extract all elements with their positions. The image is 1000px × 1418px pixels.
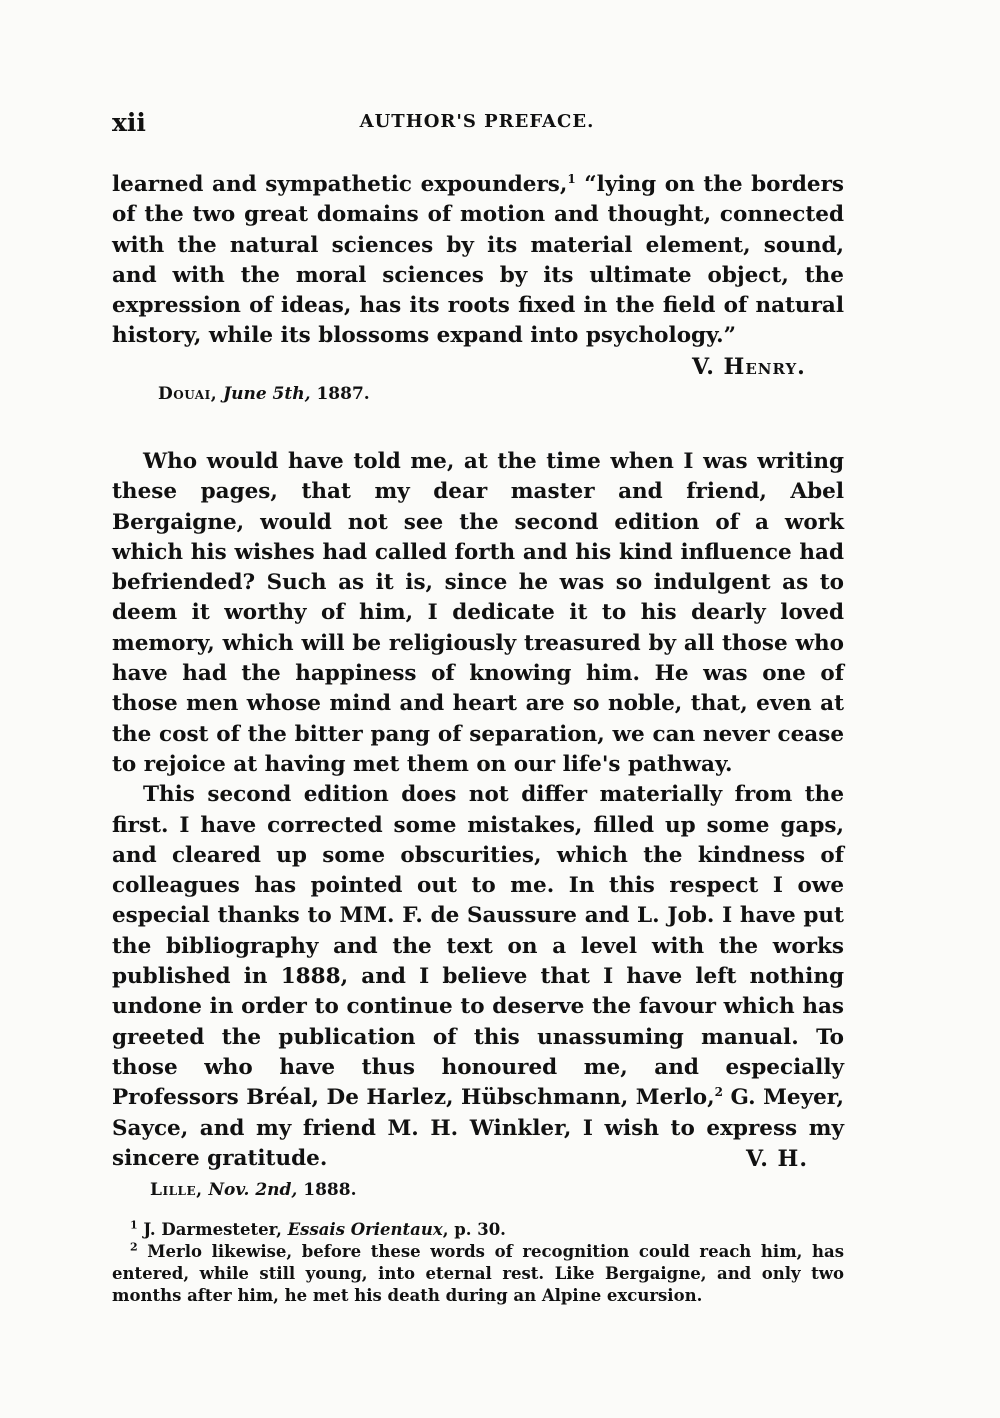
running-head: AUTHOR'S PREFACE.	[359, 111, 595, 132]
dateline-date: Nov. 2nd,	[208, 1180, 298, 1200]
footnote-2-mark: 2	[130, 1240, 138, 1254]
dateline-year: 1888.	[303, 1180, 357, 1200]
dateline-lille	[150, 1180, 356, 1200]
paragraph-1	[112, 170, 844, 352]
paragraph-3-text-b: G. Meyer, Sayce, and my friend M. H. Winkler, I wish to express my sincere gratitude.	[112, 1085, 844, 1171]
page-number: xii	[112, 108, 146, 137]
signature-henry: V. Henry.	[692, 354, 806, 380]
footnotes	[112, 1219, 844, 1307]
signature-vh: V. H.	[746, 1146, 808, 1172]
footnote-1-text-a: J. Darmesteter,	[137, 1220, 288, 1239]
paragraph-1-text-b: “lying on the borders of the two great domains of motion and thought, connected with the natural sciences by its material element, sound, and with the moral sciences by its ultimate object, the expression of ideas, has its roots fixed in the field of natural history, while its blossoms expand into psychology.”	[112, 172, 844, 349]
footnote-ref-2: 2	[714, 1085, 723, 1100]
footnote-1-mark: 1	[130, 1218, 138, 1232]
dateline-place: Douai,	[158, 384, 218, 404]
paragraph-1-text-a: learned and sympathetic expounders,	[112, 172, 568, 197]
page-header	[112, 108, 842, 148]
paragraph-2: Who would have told me, at the time when I was writing these pages, that my dear master and friend, Abel Bergaigne, would not see the second edition of a work which his wishes had called forth and his kind influence had befriended? Such as it is, since he was so indulgent as to deem it worthy of him, I dedicate it to his dearly loved memory, which will be religiously treasured by all those who have had the happiness of knowing him. He was one of those men whose mind and heart are so noble, that, even at the cost of the bitter pang of separation, we can never cease to rejoice at having met them on our life's pathway.	[112, 449, 844, 777]
footnote-1-text-b: , p. 30.	[442, 1220, 506, 1239]
footnote-2-text: Merlo likewise, before these words of recognition could reach him, has entered, while still young, into eternal rest. Like Bergaigne, and only two months after him, he met his death during an Alpine excursion.	[112, 1242, 844, 1305]
footnote-ref-1: 1	[567, 171, 576, 186]
dateline-douai	[158, 384, 370, 404]
dateline-year: 1887.	[316, 384, 370, 404]
dateline-place: Lille,	[150, 1180, 203, 1200]
footnote-1	[112, 1219, 844, 1241]
preface-second-edition	[112, 447, 844, 1174]
paragraph-3-text-a: This second edition does not differ materially from the first. I have corrected some mistakes, filled up some gaps, and cleared up some obscurities, which the kindness of colleagues has pointed out to me. In this respect I owe especial thanks to MM. F. de Saussure and L. Job. I have put the bibliography and the text on a level with the works published in 1888, and I believe that I have left nothing undone in order to continue to deserve the favour which has greeted the publication of this unassuming manual. To those who have thus honoured me, and especially Professors Bréal, De Harlez, Hübschmann, Merlo,	[112, 782, 844, 1111]
dateline-date: June 5th,	[223, 384, 311, 404]
footnote-2	[112, 1241, 844, 1307]
paragraph-3	[112, 780, 844, 1174]
footnote-1-title: Essais Orientaux	[287, 1220, 443, 1239]
